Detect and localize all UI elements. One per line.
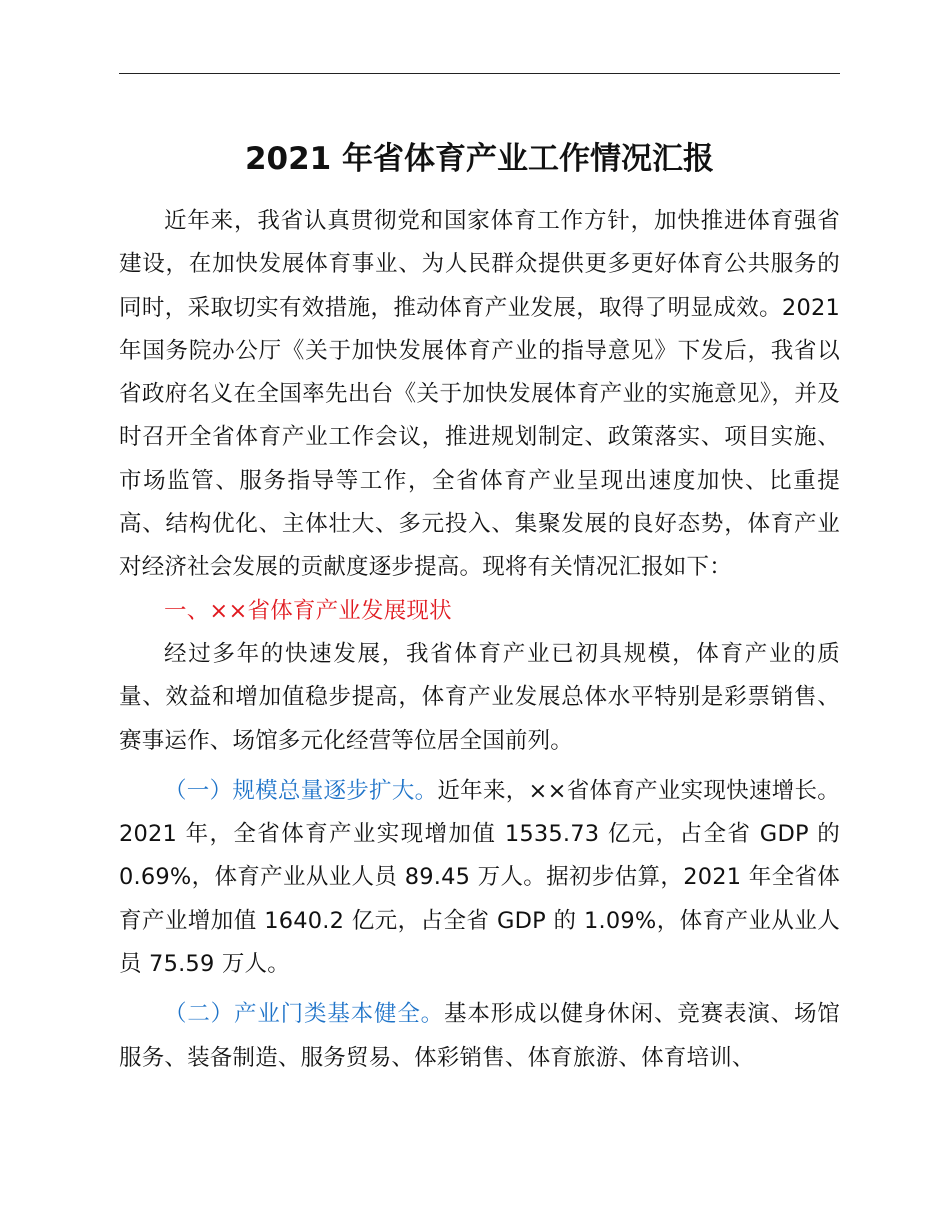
- subsection-1-paragraph: [119, 770, 840, 986]
- subsection-1-text: 近年来，××省体育产业实现快速增长。2021 年，全省体育产业实现增加值 1535.73 亿元，占全省 GDP 的 0.69%，体育产业从业人员 89.45 万人。据初步估算，2021 年全省体育产业增加值 1640.2 亿元，占全省 GDP 的 1.09%，体育产业从业人员 75.59 万人。: [119, 777, 841, 978]
- document-body: [119, 200, 840, 1080]
- subsection-2-paragraph: [119, 993, 840, 1080]
- section-heading-1: 一、××省体育产业发展现状: [164, 597, 452, 624]
- section-1-paragraph: 经过多年的快速发展，我省体育产业已初具规模，体育产业的质量、效益和增加值稳步提高，体育产业发展总体水平特别是彩票销售、赛事运作、场馆多元化经营等位居全国前列。: [119, 640, 840, 754]
- subsection-heading-1: （一）规模总量逐步扩大。: [164, 777, 438, 804]
- document-title: 2021 年省体育产业工作情况汇报: [244, 141, 715, 177]
- intro-paragraph: 近年来，我省认真贯彻党和国家体育工作方针，加快推进体育强省建设，在加快发展体育事业、为人民群众提供更多更好体育公共服务的同时，采取切实有效措施，推动体育产业发展，取得了明显成效。2021 年国务院办公厅《关于加快发展体育产业的指导意见》下发后，我省以省政府名义在全国率先出台《关于加快发展体育产业的实施意见》，并及时召开全省体育产业工作会议，推进规划制定、政策落实、项目实施、市场监管、服务指导等工作，全省体育产业呈现出速度加快、比重提高、结构优化、主体壮大、多元投入、集聚发展的良好态势，体育产业对经济社会发展的贡献度逐步提高。现将有关情况汇报如下：: [119, 208, 840, 581]
- header-rule: [119, 73, 840, 74]
- subsection-2-text: 基本形成以健身休闲、竞赛表演、场馆服务、装备制造、服务贸易、体彩销售、体育旅游、体育培训、: [119, 1001, 840, 1071]
- subsection-heading-2: （二）产业门类基本健全。: [164, 1001, 444, 1028]
